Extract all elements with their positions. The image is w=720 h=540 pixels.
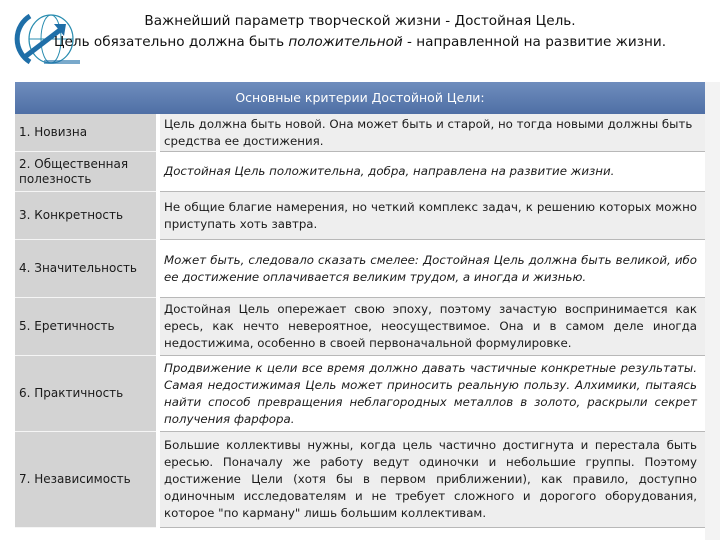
title-line-2-end: - направленной на развитие жизни. xyxy=(402,34,667,50)
description-text: Цель должна быть новой. Она может быть и старой, но тогда новыми должны быть средства ее достижения. xyxy=(164,116,693,148)
criterion-cell: 3. Конкретность xyxy=(15,192,156,240)
table-row-heresy xyxy=(15,298,705,356)
table-row-practicality xyxy=(15,356,705,432)
table-row-significance xyxy=(15,240,705,298)
table-row-concreteness xyxy=(15,192,705,240)
title-emphasis: положительной xyxy=(288,34,403,50)
table-header xyxy=(15,82,705,114)
description-cell xyxy=(160,152,705,192)
description-cell xyxy=(160,432,705,528)
title-line-2 xyxy=(0,32,720,53)
description-cell xyxy=(160,240,705,298)
description-text: Большие коллективы нужны, когда цель частично достигнута и перестала быть ересью. Поначалу же работу ведут одиночки и небольшие группы. Поэтому достижение Цели (хотя бы в первом приближении), как правило, доступно одиночным исследователям и не требует сложного и дорогого оборудования, которое "по карману" лишь большим коллективам. xyxy=(164,438,697,520)
table-row-novelty xyxy=(15,114,705,152)
description-text: Достойная Цель опережает свою эпоху, поэтому зачастую воспринимается как ересь, как нечто невероятное, неосуществимое. Она и в самом деле иногда недостижима, особенно в своей первоначальной формулировке. xyxy=(164,302,697,350)
criterion-cell: 5. Еретичность xyxy=(15,298,156,356)
title-line-1: Важнейший параметр творческой жизни - Достойная Цель. xyxy=(144,13,576,29)
description-text: Достойная Цель положительна, добра, направлена на развитие жизни. xyxy=(164,164,615,178)
table-header-text: Основные критерии Достойной Цели: xyxy=(235,90,485,105)
criterion-cell: 4. Значительность xyxy=(15,240,156,298)
page-title xyxy=(0,11,720,53)
description-text: Не общие благие намерения, но четкий комплекс задач, к решению которых можно приступать хоть завтра. xyxy=(164,199,697,231)
table-row-social-utility xyxy=(15,152,705,192)
description-text: Продвижение к цели все время должно давать частичные конкретные результаты. Самая недостижимая Цель может приносить реальную пользу. Алхимики, пытаясь найти способ превращения неблагородных металлов в золото, раскрыли секрет получения фарфора. xyxy=(164,360,697,426)
description-cell xyxy=(160,298,705,356)
title-line-2-start: Цель обязательно должна быть xyxy=(53,34,289,50)
criterion-cell: 6. Практичность xyxy=(15,356,156,432)
criterion-cell: 2. Общественная полезность xyxy=(15,152,156,192)
table-row-independence xyxy=(15,432,705,528)
description-text: Может быть, следовало сказать смелее: Достойная Цель должна быть великой, ибо ее достижение оплачивается великим трудом, а иногда и жизнью. xyxy=(164,252,697,284)
description-cell xyxy=(160,356,705,432)
right-margin xyxy=(705,82,720,540)
description-cell xyxy=(160,192,705,240)
description-cell xyxy=(160,114,705,152)
criterion-cell: 7. Независимость xyxy=(15,432,156,528)
criterion-cell: 1. Новизна xyxy=(15,114,156,152)
